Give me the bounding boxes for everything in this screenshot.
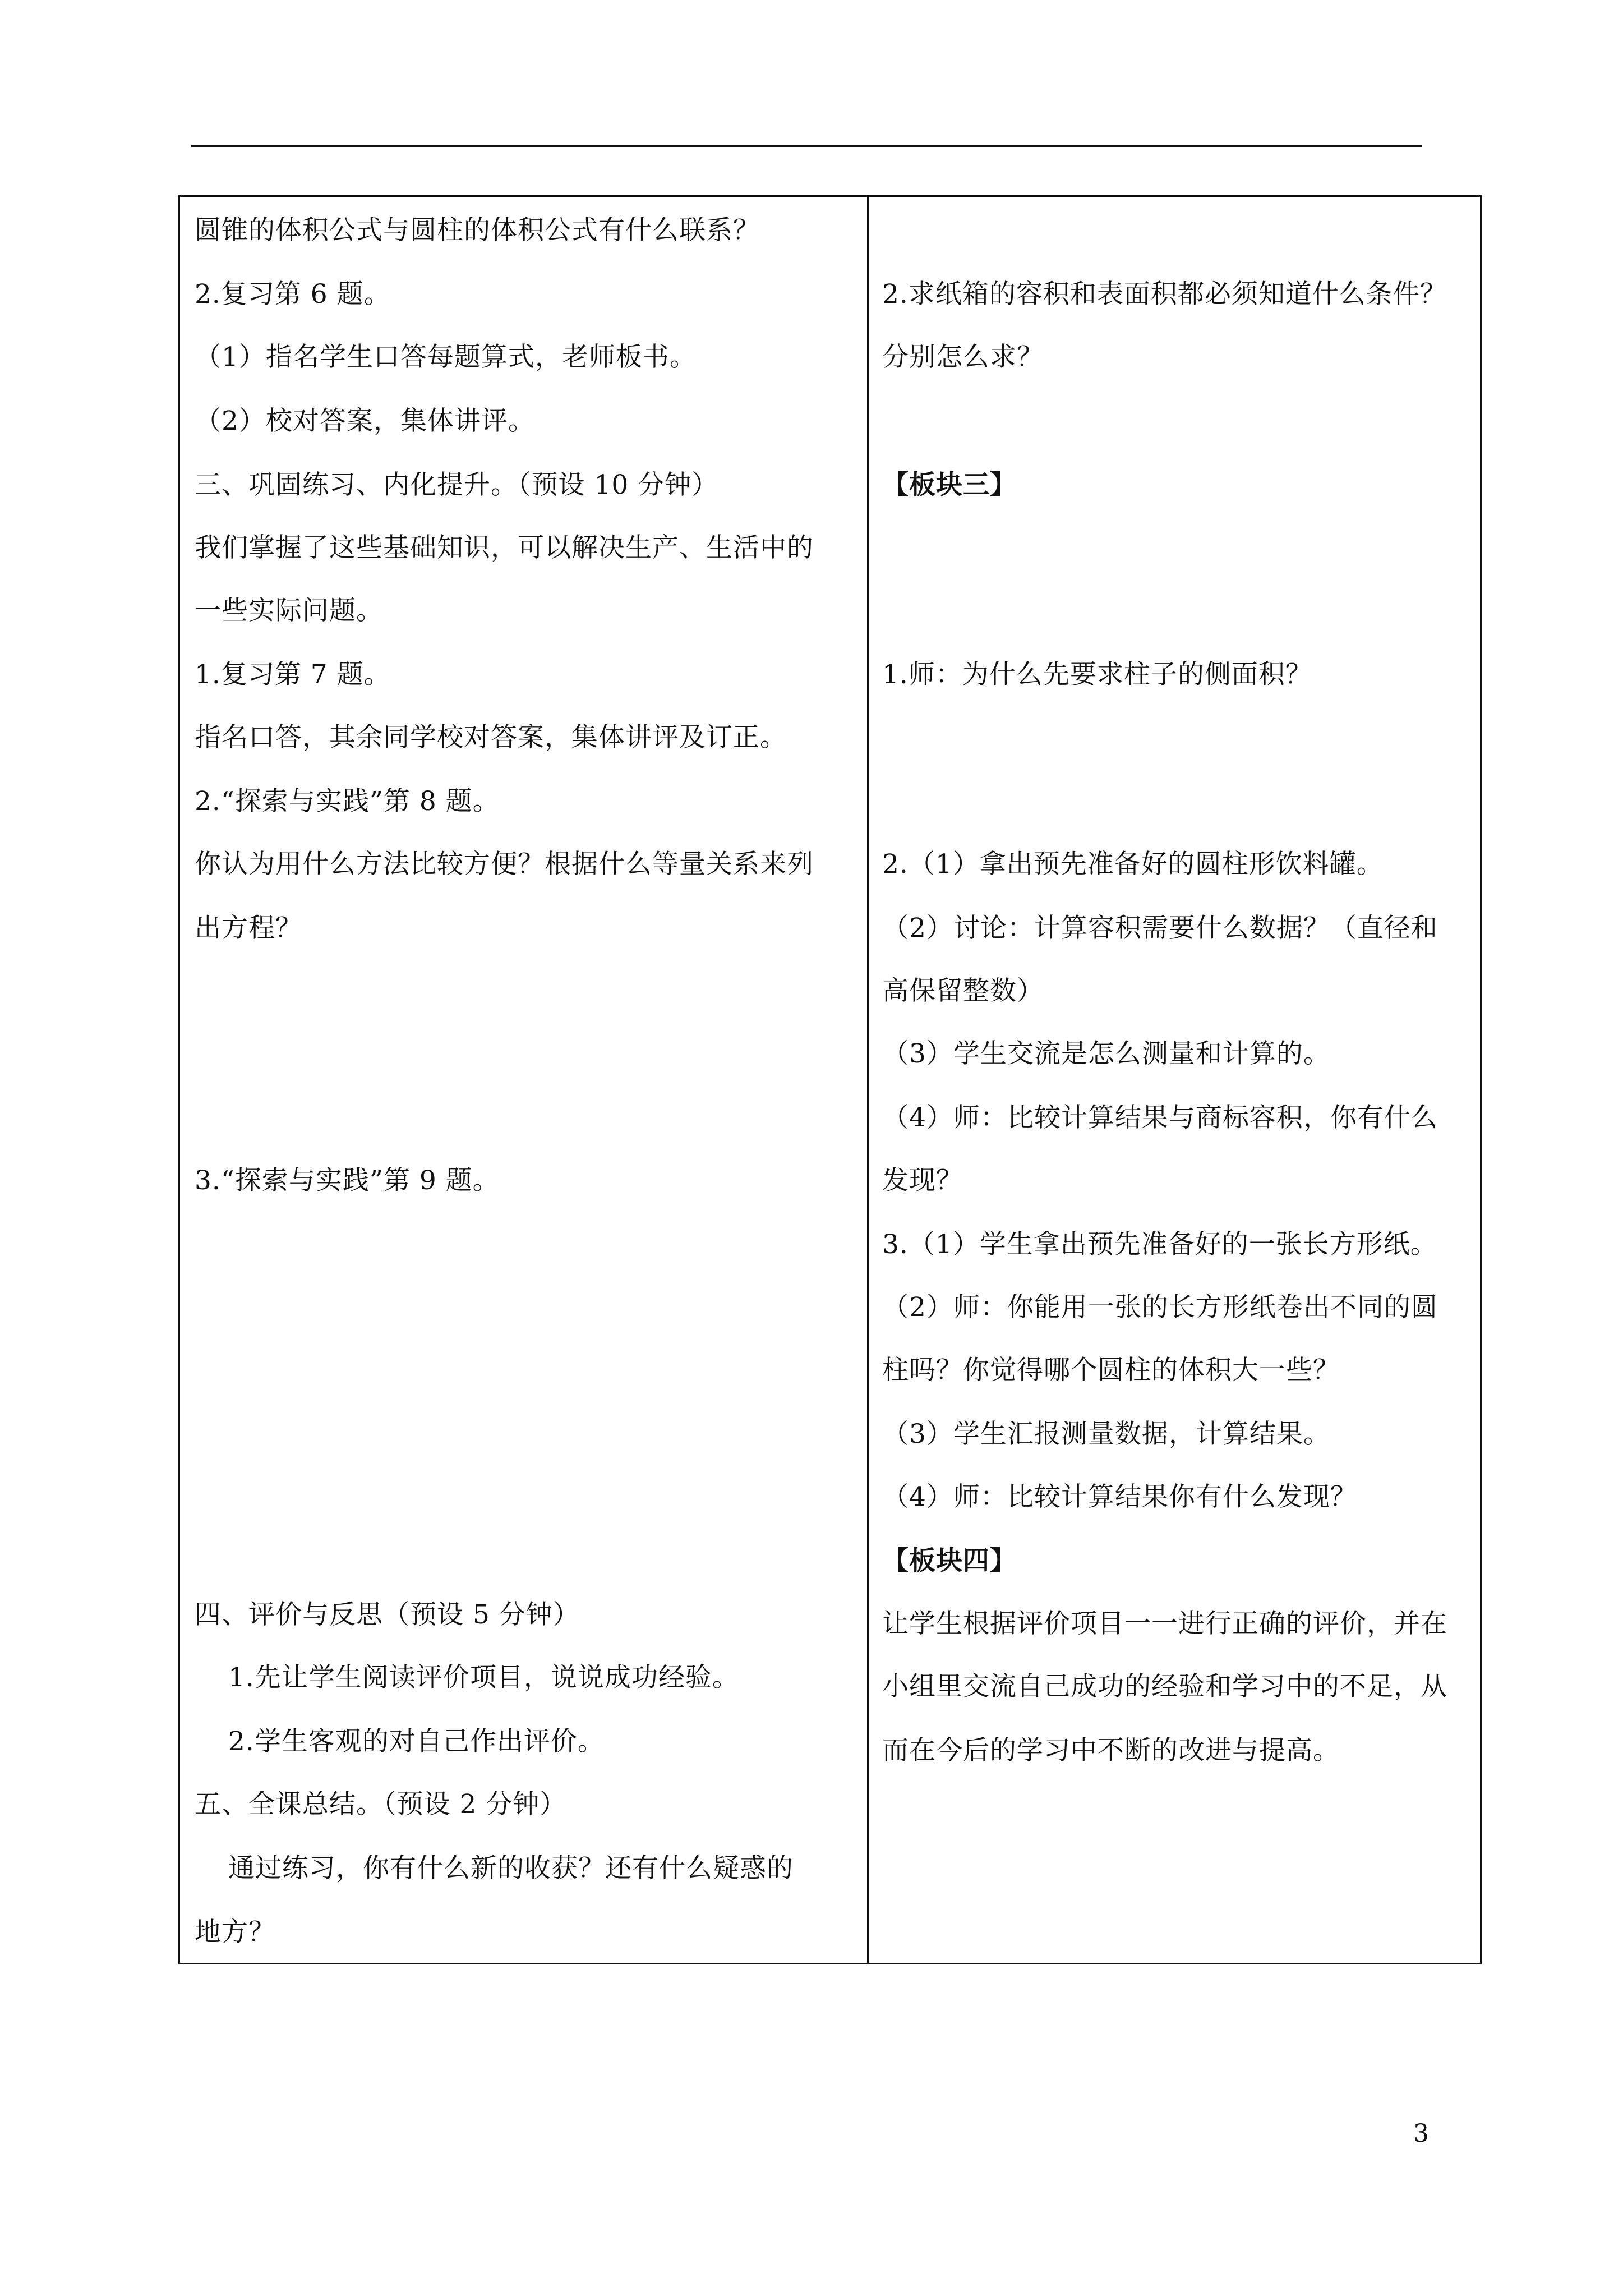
right-line: 1.师：为什么先要求柱子的侧面积？ xyxy=(882,659,1312,690)
block-heading: 【板块三】 xyxy=(882,470,1017,500)
right-line: 分别怎么求？ xyxy=(882,342,1044,372)
right-line: 小组里交流自己成功的经验和学习中的不足，从 xyxy=(882,1671,1447,1702)
page-number: 3 xyxy=(1413,2119,1429,2148)
section-heading: 四、评价与反思（预设 5 分钟） xyxy=(195,1599,580,1630)
left-line: 指名口答，其余同学校对答案，集体讲评及订正。 xyxy=(195,722,787,753)
right-line: 3.（1）学生拿出预先准备好的一张长方形纸。 xyxy=(882,1229,1437,1260)
left-line: 一些实际问题。 xyxy=(195,595,383,626)
right-line: （2）师：你能用一张的长方形纸卷出不同的圆 xyxy=(882,1292,1438,1323)
left-line: （1）指名学生口答每题算式，老师板书。 xyxy=(195,342,697,372)
left-line: 我们掌握了这些基础知识，可以解决生产、生活中的 xyxy=(195,532,814,563)
right-line: （4）师：比较计算结果你有什么发现？ xyxy=(882,1481,1357,1512)
header-rule xyxy=(191,145,1422,147)
lesson-plan-table xyxy=(178,195,1482,1964)
left-line: 2.复习第 6 题。 xyxy=(195,279,391,310)
left-line: 2.“探索与实践”第 8 题。 xyxy=(195,786,500,817)
right-line: （4）师：比较计算结果与商标容积，你有什么 xyxy=(882,1102,1438,1133)
left-line: 3.“探索与实践”第 9 题。 xyxy=(195,1165,500,1196)
left-line: 出方程？ xyxy=(195,913,302,944)
left-line: 通过练习，你有什么新的收获？还有什么疑惑的 xyxy=(228,1853,794,1884)
right-line: 柱吗？你觉得哪个圆柱的体积大一些？ xyxy=(882,1355,1340,1386)
section-heading: 三、巩固练习、内化提升。（预设 10 分钟） xyxy=(195,470,719,500)
block-heading: 【板块四】 xyxy=(882,1545,1017,1576)
left-line: 你认为用什么方法比较方便？根据什么等量关系来列 xyxy=(195,849,814,880)
right-line: 发现？ xyxy=(882,1165,963,1196)
column-divider xyxy=(867,197,869,1963)
right-line: （2）讨论：计算容积需要什么数据？（直径和 xyxy=(882,913,1438,944)
left-line: 地方？ xyxy=(195,1917,275,1948)
left-line: 2.学生客观的对自己作出评价。 xyxy=(228,1726,605,1757)
right-line: 高保留整数） xyxy=(882,976,1044,1006)
left-line: 1.复习第 7 题。 xyxy=(195,659,391,690)
right-line: 2.（1）拿出预先准备好的圆柱形饮料罐。 xyxy=(882,849,1384,880)
right-line: （3）学生交流是怎么测量和计算的。 xyxy=(882,1038,1330,1069)
right-line: 2.求纸箱的容积和表面积都必须知道什么条件？ xyxy=(882,279,1447,310)
section-heading: 五、全课总结。（预设 2 分钟） xyxy=(195,1789,567,1820)
right-line: 而在今后的学习中不断的改进与提高。 xyxy=(882,1735,1340,1766)
left-line: 圆锥的体积公式与圆柱的体积公式有什么联系？ xyxy=(195,215,760,246)
right-line: （3）学生汇报测量数据，计算结果。 xyxy=(882,1419,1330,1450)
left-line: （2）校对答案，集体讲评。 xyxy=(195,406,535,436)
left-line: 1.先让学生阅读评价项目，说说成功经验。 xyxy=(228,1662,739,1693)
right-line: 让学生根据评价项目一一进行正确的评价，并在 xyxy=(882,1608,1447,1639)
